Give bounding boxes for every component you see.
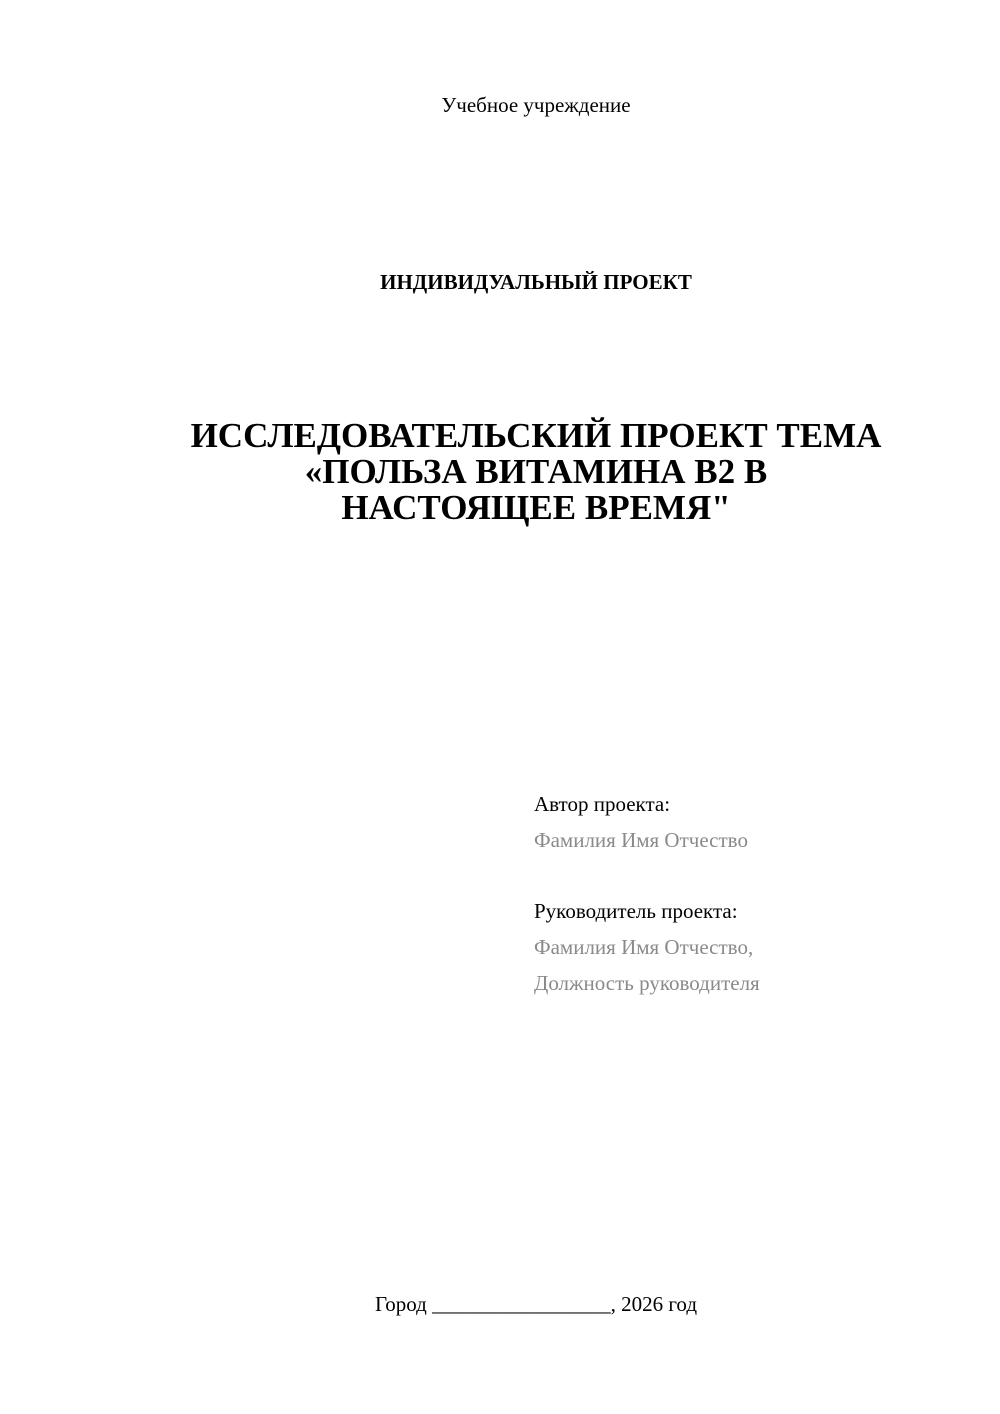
- title-line: ИССЛЕДОВАТЕЛЬСКИЙ ПРОЕКТ ТЕМА: [190, 416, 882, 455]
- title-line: НАСТОЯЩЕЕ ВРЕМЯ": [341, 488, 731, 527]
- author-block: [534, 786, 748, 858]
- supervisor-position: Должность руководителя: [534, 971, 760, 995]
- title-line: «ПОЛЬЗА ВИТАМИНА В2 В: [304, 452, 768, 491]
- supervisor-label: Руководитель проекта:: [534, 899, 738, 923]
- document-type: ИНДИВИДУАЛЬНЫЙ ПРОЕКТ: [380, 270, 692, 294]
- project-title: [140, 418, 932, 526]
- city-year-footer: Город _________________, 2026 год: [374, 1292, 698, 1316]
- supervisor-block: [534, 893, 760, 1001]
- supervisor-name: Фамилия Имя Отчество,: [534, 935, 754, 959]
- author-name: Фамилия Имя Отчество: [534, 828, 748, 852]
- author-label: Автор проекта:: [534, 792, 671, 816]
- institution-name: Учебное учреждение: [441, 93, 631, 117]
